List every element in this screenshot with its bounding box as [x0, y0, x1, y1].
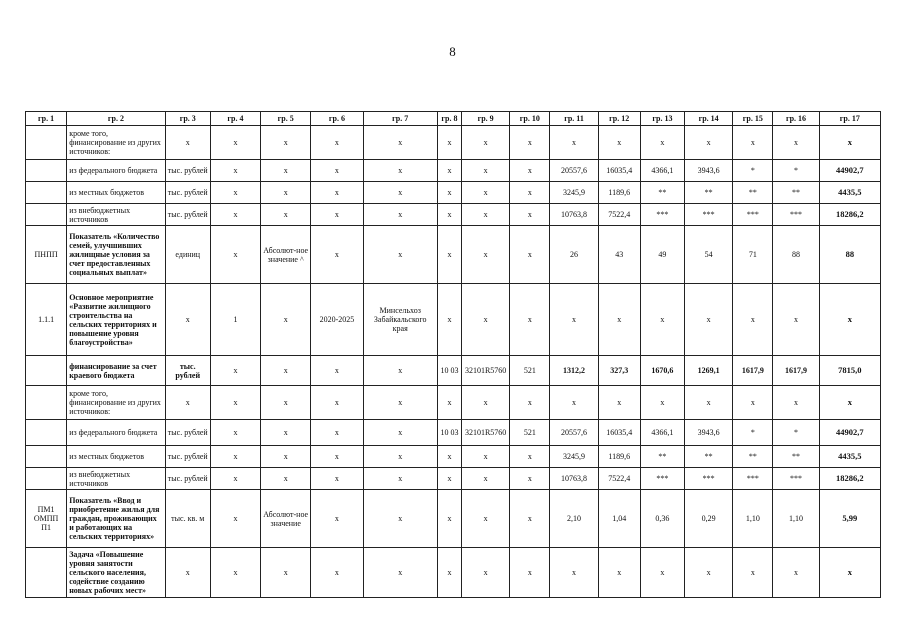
table-cell: х	[598, 386, 640, 420]
table-cell: х	[773, 126, 819, 160]
page-number: 8	[449, 44, 456, 59]
table-cell: **	[640, 182, 684, 204]
table-cell: 44902,7	[819, 160, 880, 182]
table-cell: х	[510, 548, 550, 598]
table-cell: 3245,9	[550, 446, 598, 468]
table-cell: х	[363, 386, 437, 420]
table-cell: х	[685, 386, 733, 420]
table-cell: **	[773, 182, 819, 204]
table-cell: 4366,1	[640, 160, 684, 182]
table-cell: 54	[685, 226, 733, 284]
table-cell: х	[311, 182, 363, 204]
table-cell: х	[462, 490, 510, 548]
table-cell: х	[363, 160, 437, 182]
table-cell: х	[311, 386, 363, 420]
table-cell: ***	[773, 468, 819, 490]
table-cell: х	[462, 386, 510, 420]
table-cell: ***	[685, 468, 733, 490]
program-table	[25, 111, 881, 598]
table-cell: ПМ1 ОМПП П1	[26, 490, 67, 548]
table-cell: х	[510, 490, 550, 548]
table-cell: единиц	[165, 226, 210, 284]
table-cell: Основное мероприятие «Развитие жилищного строительства на сельских территориях и повышение уровня благоустройства»	[67, 284, 165, 356]
table-cell: х	[437, 126, 461, 160]
table-cell: 49	[640, 226, 684, 284]
table-cell: х	[210, 420, 260, 446]
column-header: гр. 12	[598, 112, 640, 126]
table-cell: х	[311, 356, 363, 386]
table-cell: ***	[733, 468, 773, 490]
table-cell: 10 03	[437, 420, 461, 446]
table-cell: тыс. рублей	[165, 182, 210, 204]
table-cell: х	[819, 548, 880, 598]
table-cell: х	[550, 126, 598, 160]
table-cell: 32101R5760	[462, 420, 510, 446]
table-cell: 10763,8	[550, 468, 598, 490]
table-cell: х	[510, 182, 550, 204]
table-cell: х	[165, 386, 210, 420]
table-cell: 20557,6	[550, 420, 598, 446]
table-cell: х	[437, 490, 461, 548]
table-row	[26, 386, 881, 420]
table-cell: х	[363, 446, 437, 468]
table-cell: из местных бюджетов	[67, 182, 165, 204]
table-cell	[26, 160, 67, 182]
table-cell: 1617,9	[733, 356, 773, 386]
table-cell: 16035,4	[598, 160, 640, 182]
table-cell: х	[165, 284, 210, 356]
table-cell: **	[773, 446, 819, 468]
table-cell: х	[510, 126, 550, 160]
table-cell: тыс. рублей	[165, 468, 210, 490]
table-cell: х	[437, 160, 461, 182]
column-header: гр. 7	[363, 112, 437, 126]
table-cell: х	[261, 468, 311, 490]
table-cell: 1,10	[733, 490, 773, 548]
table-cell: **	[733, 446, 773, 468]
table-cell: 1,04	[598, 490, 640, 548]
table-cell: х	[311, 420, 363, 446]
table-cell: х	[311, 160, 363, 182]
table-cell: 7815,0	[819, 356, 880, 386]
table-cell: 521	[510, 420, 550, 446]
table-cell: х	[640, 126, 684, 160]
table-cell: х	[311, 204, 363, 226]
table-cell: х	[640, 386, 684, 420]
table-row	[26, 490, 881, 548]
table-cell: из внебюджетных источников	[67, 468, 165, 490]
table-cell: х	[510, 204, 550, 226]
table-row	[26, 160, 881, 182]
table-cell: ***	[685, 204, 733, 226]
column-header: гр. 8	[437, 112, 461, 126]
table-cell	[26, 548, 67, 598]
table-cell: х	[773, 386, 819, 420]
table-cell: х	[311, 548, 363, 598]
table-cell	[26, 468, 67, 490]
table-cell: х	[261, 420, 311, 446]
table-cell: х	[733, 386, 773, 420]
table-cell: х	[437, 182, 461, 204]
table-cell: 7522,4	[598, 204, 640, 226]
table-cell: х	[598, 126, 640, 160]
table-row	[26, 446, 881, 468]
table-cell: ***	[640, 468, 684, 490]
table-cell: х	[462, 284, 510, 356]
table-cell: х	[311, 446, 363, 468]
table-cell: 0,36	[640, 490, 684, 548]
table-cell: х	[437, 284, 461, 356]
table-cell: х	[261, 182, 311, 204]
table-cell: **	[685, 182, 733, 204]
table-cell: Показатель «Количество семей, улучшивших жилищные условия за счет предоставленных социальных выплат»	[67, 226, 165, 284]
table-cell: х	[210, 126, 260, 160]
table-cell: х	[210, 226, 260, 284]
column-header: гр. 6	[311, 112, 363, 126]
table-cell: *	[773, 160, 819, 182]
column-header: гр. 4	[210, 112, 260, 126]
table-cell: х	[685, 548, 733, 598]
table-cell: 71	[733, 226, 773, 284]
table-cell: х	[261, 126, 311, 160]
table-cell: х	[437, 204, 461, 226]
table-cell: х	[733, 548, 773, 598]
table-cell: х	[261, 548, 311, 598]
table-cell: х	[640, 548, 684, 598]
table-cell: 1617,9	[773, 356, 819, 386]
table-row	[26, 548, 881, 598]
table-cell: 1,10	[773, 490, 819, 548]
table-cell: х	[462, 226, 510, 284]
table-cell: х	[462, 468, 510, 490]
table-cell	[26, 386, 67, 420]
table-cell: 1.1.1	[26, 284, 67, 356]
table-cell: тыс. рублей	[165, 420, 210, 446]
table-cell: х	[510, 386, 550, 420]
table-cell: кроме того, финансирование из других источников:	[67, 386, 165, 420]
table-cell: х	[819, 284, 880, 356]
table-cell: х	[210, 204, 260, 226]
table-cell: х	[261, 386, 311, 420]
table-cell	[26, 356, 67, 386]
table-cell: 2,10	[550, 490, 598, 548]
table-cell: тыс. рублей	[165, 356, 210, 386]
table-cell: 1312,2	[550, 356, 598, 386]
table-cell: х	[165, 548, 210, 598]
table-cell: ПНПП	[26, 226, 67, 284]
table-body	[26, 126, 881, 598]
table-cell: х	[261, 446, 311, 468]
table-cell: х	[773, 284, 819, 356]
table-cell: х	[437, 468, 461, 490]
table-cell: х	[510, 468, 550, 490]
table-cell: х	[437, 226, 461, 284]
table-cell: *	[733, 160, 773, 182]
column-header: гр. 11	[550, 112, 598, 126]
table-cell: х	[210, 468, 260, 490]
table-cell: **	[733, 182, 773, 204]
table-cell: 18286,2	[819, 204, 880, 226]
table-cell: х	[165, 126, 210, 160]
table-cell: х	[819, 386, 880, 420]
table-cell: х	[819, 126, 880, 160]
table-cell: 3943,6	[685, 160, 733, 182]
table-cell: х	[210, 356, 260, 386]
table-cell: х	[210, 446, 260, 468]
table-cell: х	[462, 126, 510, 160]
table-cell: 5,99	[819, 490, 880, 548]
table-cell: ***	[733, 204, 773, 226]
table-cell: *	[733, 420, 773, 446]
table-cell: х	[261, 204, 311, 226]
table-row	[26, 420, 881, 446]
table-cell: х	[437, 446, 461, 468]
column-header: гр. 13	[640, 112, 684, 126]
table-cell: *	[773, 420, 819, 446]
table-cell: 3943,6	[685, 420, 733, 446]
table-cell: х	[685, 126, 733, 160]
table-cell: 2020-2025	[311, 284, 363, 356]
table-cell: х	[210, 386, 260, 420]
table-cell: 10763,8	[550, 204, 598, 226]
table-cell: х	[598, 284, 640, 356]
table-cell: х	[550, 284, 598, 356]
table-cell: 44902,7	[819, 420, 880, 446]
table-cell: 1	[210, 284, 260, 356]
header-row	[26, 112, 881, 126]
table-cell: х	[437, 548, 461, 598]
table-cell: 7522,4	[598, 468, 640, 490]
column-header: гр. 10	[510, 112, 550, 126]
table-cell: х	[363, 356, 437, 386]
table-cell: х	[733, 284, 773, 356]
table-cell	[26, 204, 67, 226]
table-cell	[26, 182, 67, 204]
table-cell: х	[462, 182, 510, 204]
table-cell: х	[311, 226, 363, 284]
table-cell: х	[773, 548, 819, 598]
table-cell: из федерального бюджета	[67, 160, 165, 182]
column-header: гр. 17	[819, 112, 880, 126]
table-cell	[26, 420, 67, 446]
table-cell: 521	[510, 356, 550, 386]
table-cell: х	[510, 226, 550, 284]
table-cell: 3245,9	[550, 182, 598, 204]
table-cell: х	[210, 160, 260, 182]
table-cell: х	[363, 490, 437, 548]
table-cell: 1269,1	[685, 356, 733, 386]
table-cell: 88	[773, 226, 819, 284]
table-cell: Минсельхоз Забайкальского края	[363, 284, 437, 356]
table-cell: х	[363, 420, 437, 446]
table-cell: х	[462, 160, 510, 182]
column-header: гр. 1	[26, 112, 67, 126]
column-header: гр. 16	[773, 112, 819, 126]
table-cell: х	[510, 446, 550, 468]
table-cell: х	[640, 284, 684, 356]
table-cell: х	[437, 386, 461, 420]
table-cell: 18286,2	[819, 468, 880, 490]
table-cell: х	[311, 468, 363, 490]
table-cell: тыс. кв. м	[165, 490, 210, 548]
table-cell: х	[363, 204, 437, 226]
table-cell: х	[311, 126, 363, 160]
table-cell: х	[462, 204, 510, 226]
table-cell: х	[363, 548, 437, 598]
table-cell: финансирование за счет краевого бюджета	[67, 356, 165, 386]
column-header: гр. 9	[462, 112, 510, 126]
table-cell: х	[210, 182, 260, 204]
table-cell	[26, 126, 67, 160]
column-header: гр. 5	[261, 112, 311, 126]
table-cell: ***	[640, 204, 684, 226]
table-cell: 0,29	[685, 490, 733, 548]
table-cell: **	[640, 446, 684, 468]
table-cell: х	[510, 160, 550, 182]
table-cell: тыс. рублей	[165, 160, 210, 182]
table-cell: кроме того, финансирование из других источников:	[67, 126, 165, 160]
table-cell: х	[550, 548, 598, 598]
table-cell: х	[363, 126, 437, 160]
table-cell: 1189,6	[598, 182, 640, 204]
table-cell: из внебюджетных источников	[67, 204, 165, 226]
table-cell: х	[210, 548, 260, 598]
table-row	[26, 204, 881, 226]
table-row	[26, 126, 881, 160]
table-cell: 16035,4	[598, 420, 640, 446]
table-cell: х	[363, 226, 437, 284]
table-cell: х	[685, 284, 733, 356]
table-cell: из местных бюджетов	[67, 446, 165, 468]
table-cell: 327,3	[598, 356, 640, 386]
column-header: гр. 3	[165, 112, 210, 126]
column-header: гр. 14	[685, 112, 733, 126]
table-row	[26, 356, 881, 386]
table-cell: 32101R5760	[462, 356, 510, 386]
table-cell: 26	[550, 226, 598, 284]
table-cell: 88	[819, 226, 880, 284]
table-cell: 43	[598, 226, 640, 284]
table-cell: 1670,6	[640, 356, 684, 386]
table-cell: 4435,5	[819, 182, 880, 204]
table-row	[26, 284, 881, 356]
table-cell: х	[261, 160, 311, 182]
table-cell: х	[311, 490, 363, 548]
table-row	[26, 182, 881, 204]
table-cell: х	[462, 548, 510, 598]
table-cell: Абсолют-ное значение	[261, 490, 311, 548]
table-cell: х	[261, 284, 311, 356]
table-cell: х	[210, 490, 260, 548]
table-cell: 4435,5	[819, 446, 880, 468]
table-cell: х	[598, 548, 640, 598]
table-cell: х	[550, 386, 598, 420]
table-cell: 10 03	[437, 356, 461, 386]
table-row	[26, 226, 881, 284]
table-cell: **	[685, 446, 733, 468]
table-cell: Абсолют-ное значение ^	[261, 226, 311, 284]
table-cell: х	[363, 468, 437, 490]
table-cell: 4366,1	[640, 420, 684, 446]
table-cell	[26, 446, 67, 468]
table-cell: х	[462, 446, 510, 468]
column-header: гр. 2	[67, 112, 165, 126]
table-cell: 20557,6	[550, 160, 598, 182]
table-cell: х	[733, 126, 773, 160]
table-cell: х	[510, 284, 550, 356]
table-cell: Показатель «Ввод и приобретение жилья для граждан, проживающих и работающих на сельских территориях»	[67, 490, 165, 548]
table-cell: х	[261, 356, 311, 386]
table-cell: ***	[773, 204, 819, 226]
table-row	[26, 468, 881, 490]
table-cell: Задача «Повышение уровня занятости сельского населения, содействие созданию новых рабочих мест»	[67, 548, 165, 598]
table-cell: тыс. рублей	[165, 204, 210, 226]
column-header: гр. 15	[733, 112, 773, 126]
table-cell: из федерального бюджета	[67, 420, 165, 446]
table-cell: х	[363, 182, 437, 204]
table-cell: тыс. рублей	[165, 446, 210, 468]
table-cell: 1189,6	[598, 446, 640, 468]
